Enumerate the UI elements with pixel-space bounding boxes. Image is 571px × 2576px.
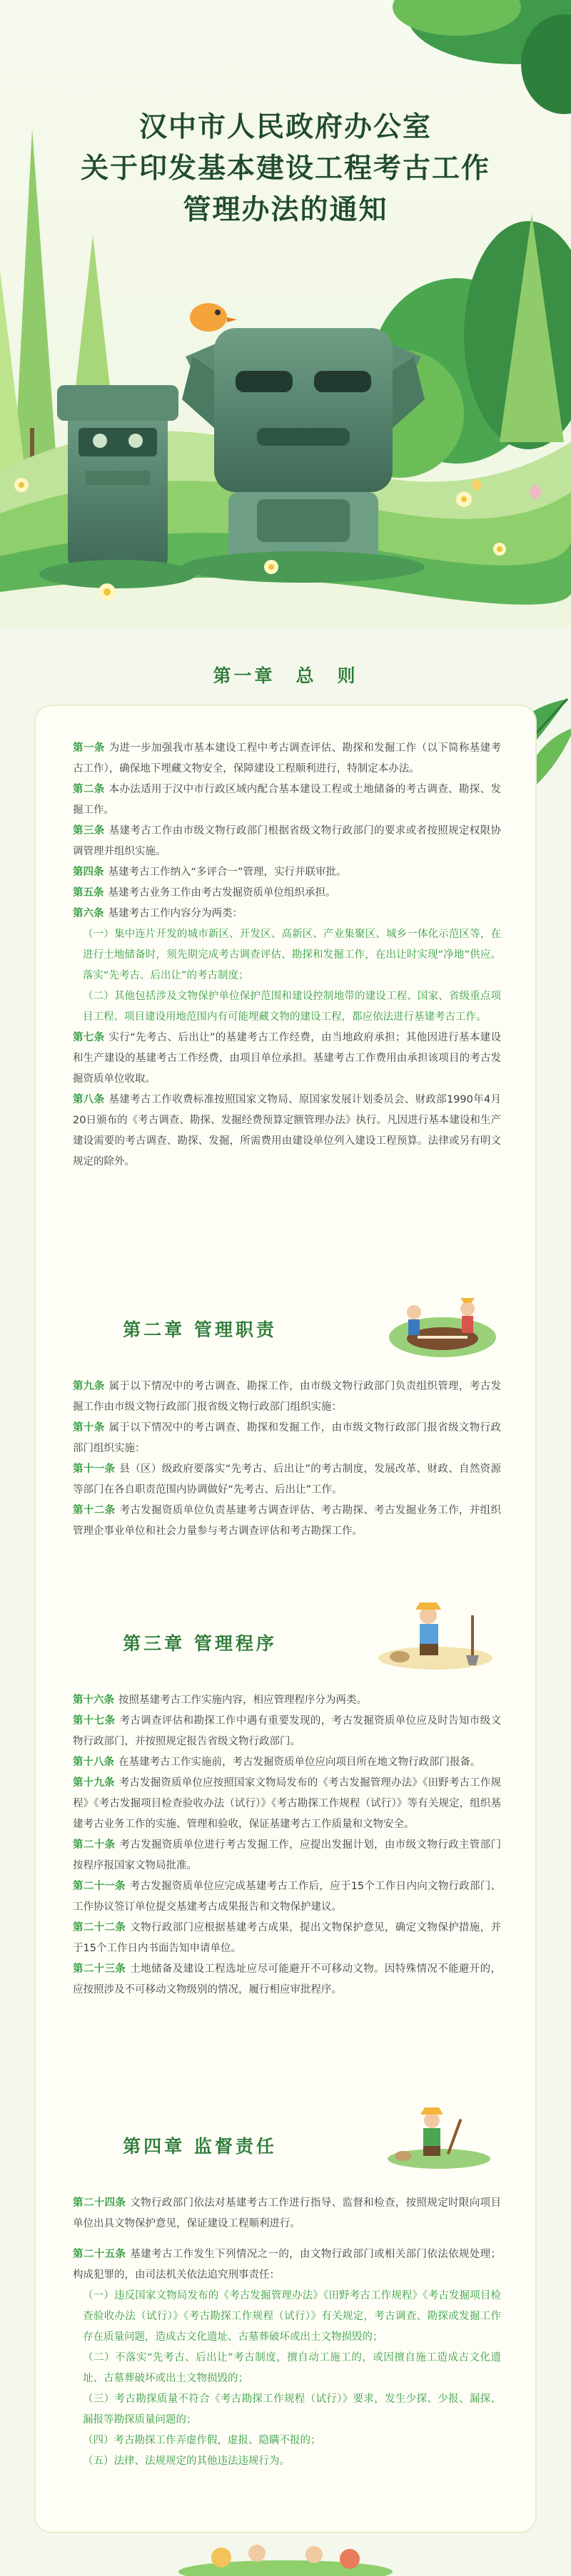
chapter-4-heading: 第四章 监督责任 (123, 2136, 277, 2157)
document-title (0, 107, 571, 231)
article-3: 第三条 基建考古工作由市级文物行政部门根据省级文物行政部门的要求或者按照规定权限协调管理并组织实施。 (73, 825, 501, 857)
article-label: 第十七条 (73, 1715, 116, 1727)
article-10: 第十条 属于以下情况中的考古调查、勘探和发掘工作，由市级文物行政部门报省级文物行政部门组织实施： (73, 1422, 501, 1454)
article-label: 第十八条 (73, 1757, 114, 1768)
hero-scene-image (0, 0, 571, 628)
article-6-item-2: （二）其他包括涉及文物保护单位保护范围和建设控制地带的建设工程、国家、省级重点项目工程、项目建设用地范围内有可能埋藏文物的建设工程，都应依法进行基建考古工作。 (83, 991, 501, 1023)
article-24: 第二十四条 文物行政部门依法对基建考古工作进行指导、监督和检查，按照规定时限向项目单位出具文物保护意见，保证建设工程顺利进行。 (73, 2197, 501, 2229)
article-label: 第二十五条 (73, 2249, 126, 2260)
article-25: 第二十五条 基建考古工作发生下列情况之一的，由文物行政部门或相关部门依法依规处理；构成犯罪的，由司法机关依法追究刑事责任： (73, 2249, 501, 2281)
article-18: 第十八条 在基建考古工作实施前，考古发掘资质单位应向项目所在地文物行政部门报备。 (73, 1757, 481, 1768)
chapter-1-body (73, 738, 501, 1172)
article-label: 第七条 (73, 1032, 105, 1043)
article-16: 第十六条 按照基建考古工作实施内容，相应管理程序分为两类。 (73, 1695, 367, 1706)
chapter-2-body (73, 1376, 501, 1542)
chapter-2-heading: 第二章 管理职责 (123, 1319, 277, 1340)
article-label: 第十二条 (73, 1505, 116, 1516)
title-line-3: 管理办法的通知 (183, 194, 388, 226)
article-25-item-5: （五）法律、法规规定的其他违法违规行为。 (83, 2455, 290, 2467)
article-9: 第九条 属于以下情况中的考古调查、勘探工作，由市级文物行政部门负责组织管理，考古发掘工作由市级文物行政部门报省级文物行政部门组织实施： (73, 1381, 501, 1413)
article-25-item-2: （二）不落实“先考古、后出让”考古制度，擅自动工施工的，或因擅自施工造成古文化遗址、古墓葬破坏或出土文物损毁的； (83, 2352, 501, 2384)
hero-illustration (0, 0, 571, 628)
article-label: 第四条 (73, 867, 104, 878)
article-label: 第八条 (73, 1094, 105, 1105)
article-label: 第三条 (73, 825, 105, 837)
article-label: 第一条 (73, 742, 105, 754)
bottom-decoration-icon (178, 2539, 393, 2576)
chapter-3-heading: 第三章 管理程序 (123, 1633, 277, 1654)
article-1: 第一条 为进一步加强我市基本建设工程中考古调查评估、勘探和发掘工作（以下简称基建考古工作），确保地下埋藏文物安全，保障建设工程顺利进行，特制定本办法。 (73, 742, 501, 775)
article-5: 第五条 基建考古业务工作由考古发掘资质单位组织承担。 (73, 887, 336, 899)
title-line-2: 关于印发基本建设工程考古工作 (80, 153, 490, 185)
title-line-1: 汉中市人民政府办公室 (138, 111, 432, 143)
article-12: 第十二条 考古发掘资质单位负责基建考古调查评估、考古勘探、考古发掘业务工作，并组织管理企事业单位和社会力量参与考古调查评估和考古勘探工作。 (73, 1505, 501, 1537)
archaeologist-icon (371, 1594, 500, 1672)
article-25-item-4: （四）考古勘探工作弄虚作假，虚报、隐瞒不报的； (83, 2435, 321, 2446)
article-label: 第二十条 (73, 1839, 116, 1851)
chapter-4-body (73, 2193, 501, 2472)
article-23: 第二十三条 土地储备及建设工程选址应尽可能避开不可移动文物。因特殊情况不能避开的，应按照涉及不可移动文物级别的情况，履行相应审批程序。 (73, 1963, 501, 1995)
article-7: 第七条 实行“先考古、后出让”的基建考古工作经费，由当地政府承担；其他因进行基本建设和生产建设的基建考古工作经费，由项目单位承担。基建考古工作费用由承担该项目的考古发掘资质单位收取。 (73, 1032, 501, 1085)
chapter-1-heading: 第一章 总 则 (213, 665, 358, 686)
article-20: 第二十条 考古发掘资质单位进行考古发掘工作，应提出发掘计划，由市级文物行政主管部门按程序报国家文物局批准。 (73, 1839, 501, 1871)
article-label: 第二条 (73, 784, 105, 795)
article-label: 第二十二条 (73, 1922, 126, 1933)
article-21: 第二十一条 考古发掘资质单位应完成基建考古工作后，应于15个工作日内向文物行政部门、工作协议签订单位提交基建考古成果报告和文物保护建议。 (73, 1881, 502, 1913)
article-4: 第四条 基建考古工作纳入“多评合一”管理，实行并联审批。 (73, 867, 347, 878)
article-22: 第二十二条 文物行政部门应根据基建考古成果，提出文物保护意见，确定文物保护措施，并于15个工作日内书面告知申请单位。 (73, 1922, 501, 1954)
article-label: 第十六条 (73, 1695, 114, 1706)
article-label: 第九条 (73, 1381, 105, 1392)
excavation-scene-icon (385, 1287, 500, 1359)
article-6: 第六条 基建考古工作内容分为两类： (73, 908, 243, 919)
article-label: 第五条 (73, 887, 104, 899)
digging-worker-icon (382, 2100, 496, 2172)
article-25-item-3: （三）考古勘探质量不符合《考古勘探工作规程（试行）》要求，发生少探、少报、漏探、漏报等勘探质量问题的； (83, 2393, 501, 2426)
article-label: 第六条 (73, 908, 104, 919)
article-8: 第八条 基建考古工作收费标准按照国家文物局、原国家发展计划委员会、财政部1990年4月20日颁布的《考古调查、勘探、发掘经费预算定额管理办法》执行。凡因进行基本建设和生产建设需要的考古调查、勘探、发掘，所需费用由建设单位列入建设工程预算。法律或另有明文规定的除外。 (73, 1094, 502, 1167)
article-label: 第二十一条 (73, 1881, 126, 1892)
article-label: 第十九条 (73, 1777, 115, 1789)
article-17: 第十七条 考古调查评估和勘探工作中遇有重要发现的，考古发掘资质单位应及时告知市级文物行政部门，并按照规定报告省级文物行政部门。 (73, 1715, 501, 1747)
article-label: 第二十三条 (73, 1963, 126, 1975)
article-label: 第二十四条 (73, 2197, 126, 2209)
article-19: 第十九条 考古发掘资质单位应按照国家文物局发布的《考古发掘管理办法》《田野考古工作规程》《考古发掘项目检查验收办法（试行）》《考古勘探工作规程（试行）》等有关规定，组织基建考古业务工作的实施、管理和验收，保证基建考古工作质量和文物安全。 (73, 1777, 502, 1830)
chapter-3-body (73, 1690, 501, 2000)
article-25-item-1: （一）违反国家文物局发布的《考古发掘管理办法》《田野考古工作规程》《考古发掘项目检查验收办法（试行）》《考古勘探工作规程（试行）》有关规定，考古调查、勘探或发掘工作存在质量问题，造成古文化遗址、古墓葬破坏或出土文物损毁的； (83, 2290, 501, 2343)
article-6-item-1: （一）集中连片开发的城市新区、开发区、高新区、产业集聚区、城乡一体化示范区等，在进行土地储备时，须先期完成考古调查评估、勘探和发掘工作，在出让时实现“净地”供应。落实“先考古、后出让”的考古制度； (83, 929, 501, 981)
article-11: 第十一条 县（区）级政府要落实“先考古、后出让”的考古制度，发展改革、财政、自然资源等部门在各自职责范围内协调做好“先考古、后出让”工作。 (73, 1463, 502, 1496)
article-label: 第十条 (73, 1422, 105, 1433)
article-label: 第十一条 (73, 1463, 116, 1475)
article-2: 第二条 本办法适用于汉中市行政区域内配合基本建设工程或土地储备的考古调查、勘探、发掘工作。 (73, 784, 501, 816)
